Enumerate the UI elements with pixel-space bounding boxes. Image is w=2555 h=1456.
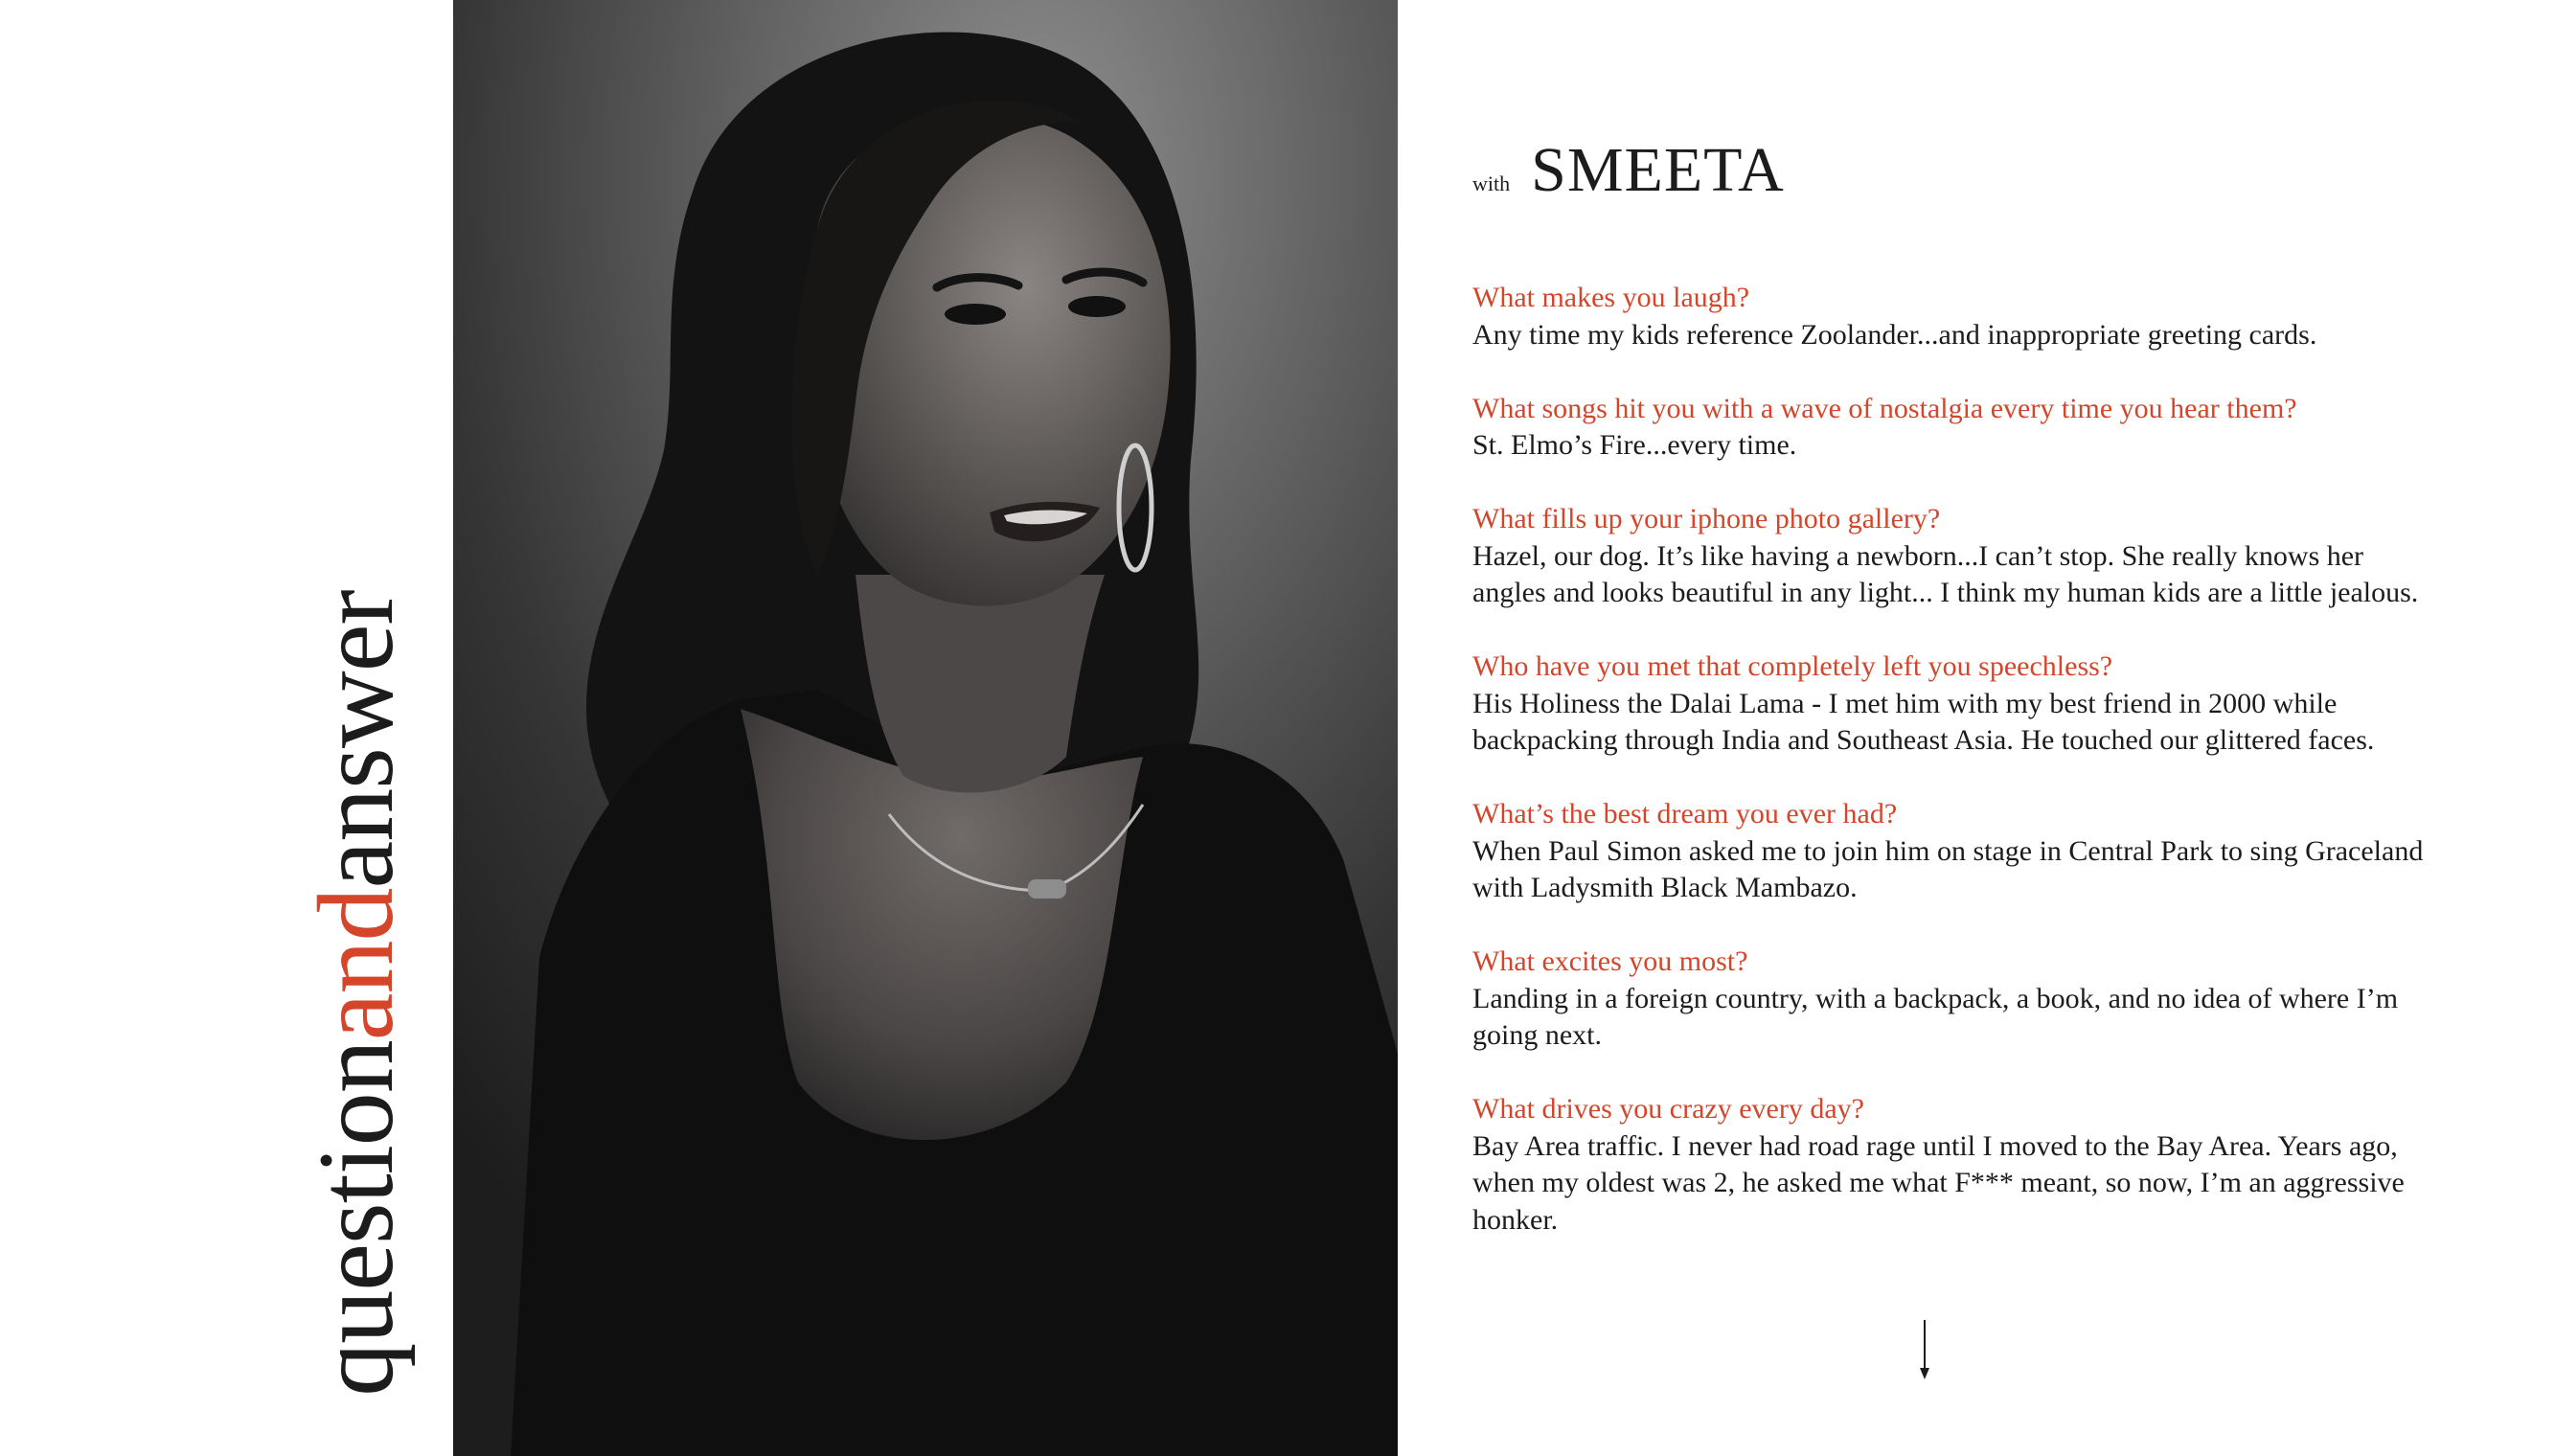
- question: What’s the best dream you ever had?: [1472, 798, 1898, 830]
- qa-item: [1472, 648, 2430, 760]
- answer: Any time my kids reference Zoolander...and inappropriate greeting cards.: [1472, 318, 2317, 351]
- answer: St. Elmo’s Fire...every time.: [1472, 429, 1797, 461]
- qa-item: [1472, 280, 2430, 353]
- portrait-illustration: [453, 0, 1398, 1456]
- answer: Landing in a foreign country, with a backpack, a book, and no idea of where I’m going next.: [1472, 982, 2399, 1051]
- question: What excites you most?: [1472, 945, 1748, 977]
- answer: Hazel, our dog. It’s like having a newborn...I can’t stop. She really knows her angles and looks beautiful in any light... I think my human kids are a little jealous.: [1472, 539, 2419, 608]
- title-and: and: [297, 888, 416, 1041]
- qa-item: [1472, 501, 2430, 612]
- qa-list: [1472, 280, 2430, 1276]
- header: [1472, 134, 1785, 207]
- title-answer: answer: [297, 590, 416, 889]
- interviewee-name: SMEETA: [1531, 135, 1785, 205]
- qa-item: [1472, 391, 2430, 465]
- answer: Bay Area traffic. I never had road rage until I moved to the Bay Area. Years ago, when my oldest was 2, he asked me what F*** meant, so now, I’m an aggressive honker.: [1472, 1129, 2405, 1236]
- header-with: with: [1472, 171, 1511, 195]
- question: What makes you laugh?: [1472, 282, 1750, 313]
- vertical-title: [297, 590, 416, 1397]
- portrait-photo: [453, 0, 1398, 1456]
- question: What fills up your iphone photo gallery?: [1472, 503, 1941, 535]
- question: Who have you met that completely left you speechless?: [1472, 650, 2113, 682]
- down-arrow-icon[interactable]: [1919, 1320, 1930, 1379]
- answer: His Holiness the Dalai Lama - I met him with my best friend in 2000 while backpacking through India and Southeast Asia. He touched our glittered faces.: [1472, 687, 2375, 756]
- question: What drives you crazy every day?: [1472, 1093, 1864, 1125]
- answer: When Paul Simon asked me to join him on stage in Central Park to sing Graceland with Ladysmith Black Mambazo.: [1472, 834, 2424, 903]
- question: What songs hit you with a wave of nostalgia every time you hear them?: [1472, 392, 2297, 424]
- qa-item: [1472, 1091, 2430, 1239]
- qa-item: [1472, 796, 2430, 907]
- qa-item: [1472, 944, 2430, 1055]
- title-question: question: [297, 1040, 416, 1397]
